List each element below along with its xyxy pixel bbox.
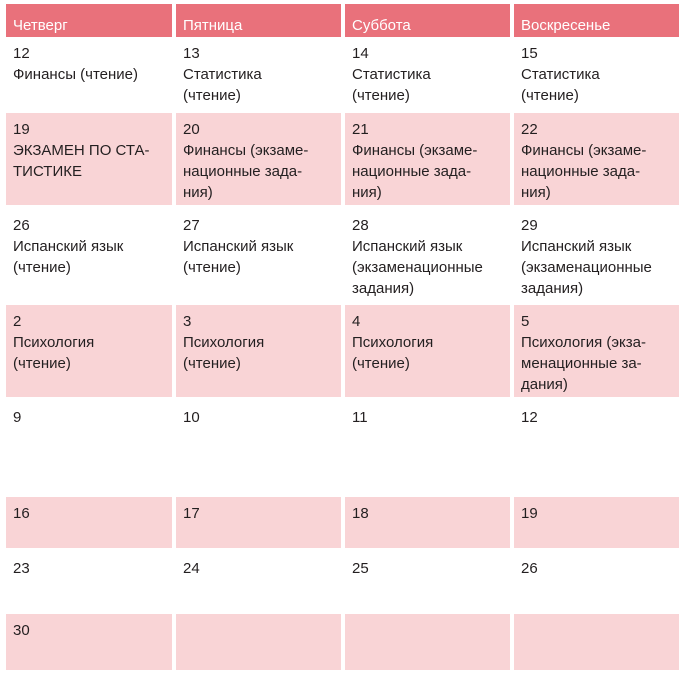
calendar-cell (345, 113, 514, 209)
day-number: 16 (13, 505, 30, 522)
calendar-cell (6, 305, 176, 401)
day-number: 22 (521, 121, 538, 138)
day-number: 12 (521, 409, 538, 426)
calendar-cell (345, 37, 514, 113)
event-text: Финансы (экзаме- национные зада- ния) (183, 142, 309, 201)
calendar-cell (6, 497, 176, 552)
header-thursday: Четверг (6, 4, 176, 37)
calendar-cell (345, 401, 514, 497)
event-text: Испанский язык (чтение) (13, 238, 124, 276)
day-number: 11 (352, 409, 368, 426)
day-number: 23 (13, 560, 30, 577)
day-number: 19 (521, 505, 538, 522)
day-number: 26 (13, 217, 30, 234)
calendar-cell (514, 552, 683, 614)
calendar-cell (176, 497, 345, 552)
event-text: Психология (чтение) (183, 334, 265, 372)
event-text: Психология (экза- менационные за- дания) (521, 334, 647, 393)
event-text: Испанский язык (чтение) (183, 238, 294, 276)
day-number: 24 (183, 560, 200, 577)
calendar-cell (514, 497, 683, 552)
calendar-cell (514, 401, 683, 497)
calendar-cell (176, 401, 345, 497)
calendar-cell (345, 497, 514, 552)
day-number: 10 (183, 409, 200, 426)
day-number: 18 (352, 505, 369, 522)
day-number: 30 (13, 622, 30, 639)
day-number: 12 (13, 45, 30, 62)
calendar-cell (6, 552, 176, 614)
day-number: 15 (521, 45, 538, 62)
calendar-cell (514, 305, 683, 401)
event-text: Финансы (чтение) (13, 66, 138, 83)
header-saturday: Суббота (345, 4, 514, 37)
calendar-cell (176, 37, 345, 113)
day-number: 20 (183, 121, 200, 138)
event-text: ЭКЗАМЕН ПО СТА- ТИСТИКЕ (13, 142, 150, 180)
calendar-cell (176, 552, 345, 614)
day-number: 21 (352, 121, 369, 138)
calendar-cell (176, 209, 345, 305)
event-text: Психология (чтение) (13, 334, 95, 372)
day-number: 25 (352, 560, 369, 577)
calendar-cell (514, 614, 683, 674)
event-text: Статистика (чтение) (352, 66, 431, 104)
event-text: Финансы (экзаме- национные зада- ния) (521, 142, 647, 201)
event-text: Испанский язык (экзаменационные задания) (521, 238, 652, 297)
day-number: 26 (521, 560, 538, 577)
day-number: 19 (13, 121, 30, 138)
day-number: 28 (352, 217, 369, 234)
calendar-cell (345, 305, 514, 401)
day-number: 14 (352, 45, 369, 62)
calendar-cell (345, 209, 514, 305)
header-sunday: Воскресенье (514, 4, 683, 37)
day-number: 3 (183, 313, 192, 330)
calendar-cell (6, 401, 176, 497)
calendar-cell (345, 614, 514, 674)
calendar-cell (6, 614, 176, 674)
calendar-cell (6, 209, 176, 305)
day-number: 4 (352, 313, 361, 330)
calendar-cell (514, 37, 683, 113)
calendar-cell (6, 113, 176, 209)
day-number: 13 (183, 45, 200, 62)
event-text: Статистика (чтение) (521, 66, 600, 104)
calendar-cell (176, 113, 345, 209)
calendar-cell (514, 209, 683, 305)
day-number: 9 (13, 409, 22, 426)
calendar-cell (514, 113, 683, 209)
calendar-cell (176, 305, 345, 401)
calendar-cell (345, 552, 514, 614)
event-text: Статистика (чтение) (183, 66, 262, 104)
header-friday: Пятница (176, 4, 345, 37)
day-number: 5 (521, 313, 530, 330)
event-text: Испанский язык (экзаменационные задания) (352, 238, 483, 297)
event-text: Психология (чтение) (352, 334, 434, 372)
event-text: Финансы (экзаме- национные зада- ния) (352, 142, 478, 201)
day-number: 29 (521, 217, 538, 234)
calendar-cell (6, 37, 176, 113)
day-number: 27 (183, 217, 200, 234)
day-number: 2 (13, 313, 22, 330)
day-number: 17 (183, 505, 200, 522)
calendar-cell (176, 614, 345, 674)
